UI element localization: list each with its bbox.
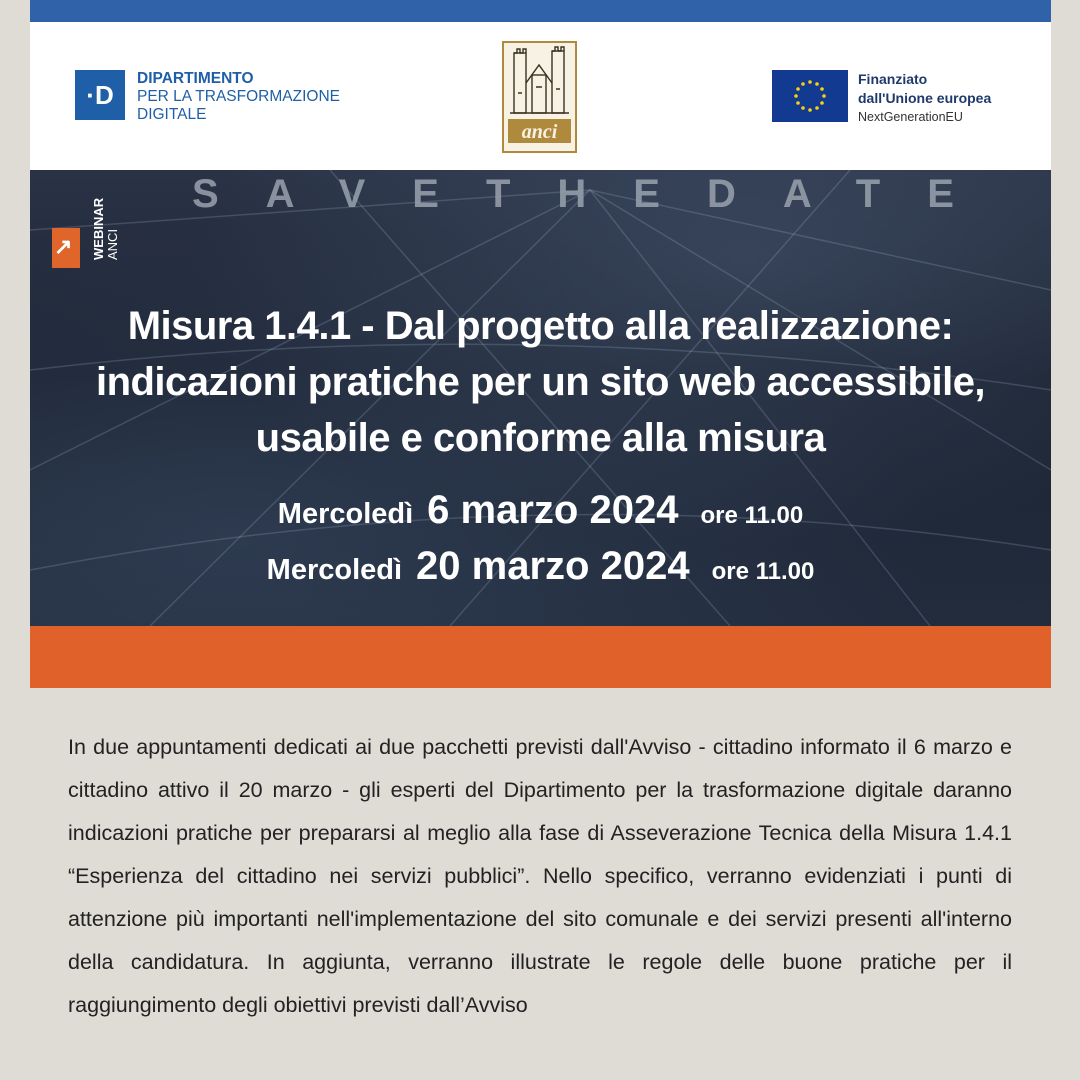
top-bar bbox=[30, 0, 1051, 22]
date-day: Mercoledì bbox=[266, 554, 403, 586]
event-dates bbox=[30, 488, 1051, 600]
date-row bbox=[30, 488, 1051, 544]
dipartimento-line1: DIPARTIMENTO bbox=[137, 70, 254, 87]
webinar-sub: ANCI bbox=[105, 228, 120, 260]
event-card bbox=[30, 0, 1051, 688]
date-value: 6 marzo 2024 bbox=[427, 488, 679, 532]
webinar-anci-badge bbox=[50, 188, 140, 278]
dipartimento-line2: PER LA TRASFORMAZIONE bbox=[137, 88, 340, 105]
arrow-icon: ↗ bbox=[54, 234, 73, 259]
hero-banner bbox=[30, 170, 1051, 626]
event-description: In due appuntamenti dedicati ai due pacchetti previsti dall'Avviso - cittadino informato il 6 marzo e cittadino attivo il 20 marzo - gli esperti del Dipartimento per la trasformazione digitale daranno indicazioni pratiche per prepararsi al meglio alla fase di Asseverazione Tecnica della Misura 1.4.1 “Esperienza del cittadino nei servizi pubblici”. Nello specifico, verranno evidenziati i punti di attenzione più importanti nell'implementazione del sito comunale e dei servizi presenti all'interno della candidatura. In aggiunta, verranno illustrate le regole delle buone pratiche per il raggiungimento degli obiettivi previsti dall’Avviso bbox=[68, 735, 1012, 1017]
date-day: Mercoledì bbox=[277, 498, 414, 530]
event-title: Misura 1.4.1 - Dal progetto alla realizzazione: indicazioni pratiche per un sito web accessibile, usabile e conforme alla misura bbox=[95, 304, 986, 460]
eu-flag-icon bbox=[772, 70, 848, 122]
dipartimento-logo bbox=[75, 70, 340, 124]
date-time: ore 11.00 bbox=[700, 502, 804, 529]
eu-line1: Finanziato bbox=[858, 71, 928, 87]
date-row bbox=[30, 544, 1051, 600]
orange-band bbox=[30, 626, 1051, 688]
dipartimento-line3: DIGITALE bbox=[137, 106, 207, 123]
eu-line3: NextGenerationEU bbox=[858, 110, 963, 124]
dipartimento-mark: ·D bbox=[75, 70, 125, 120]
webinar-label: WEBINAR bbox=[91, 197, 106, 260]
eu-logo bbox=[772, 70, 991, 127]
eu-line2: dall'Unione europea bbox=[858, 90, 992, 106]
anci-logo-text: anci bbox=[521, 121, 558, 143]
anci-logo bbox=[502, 41, 577, 153]
date-time: ore 11.00 bbox=[711, 558, 815, 585]
date-value: 20 marzo 2024 bbox=[416, 544, 690, 588]
save-the-date-text: SAVETHEDATE bbox=[192, 172, 1001, 216]
